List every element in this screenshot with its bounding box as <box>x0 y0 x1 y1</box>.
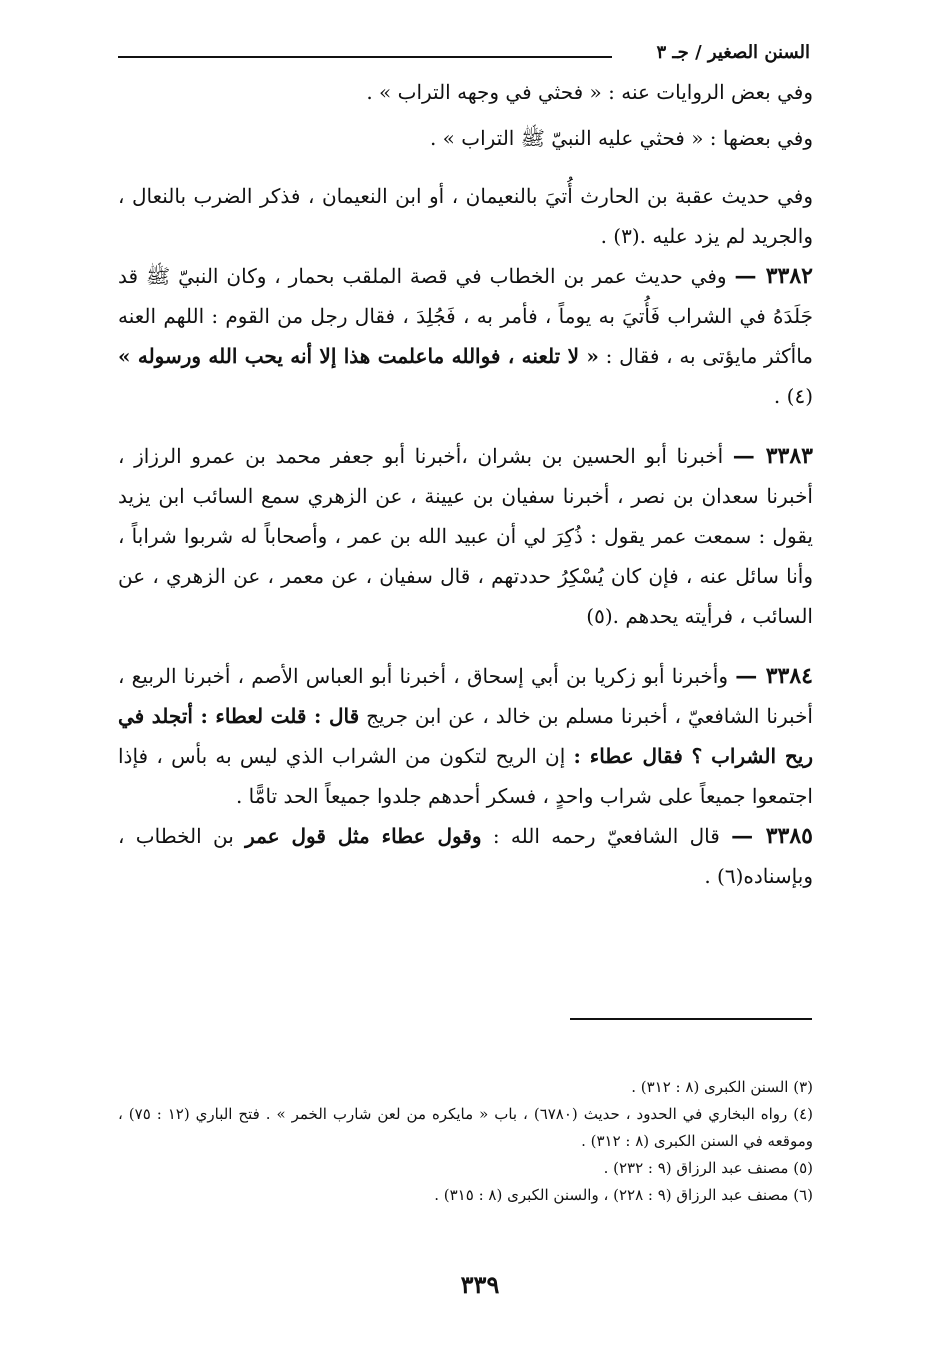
hadith-3384 <box>118 656 813 816</box>
hadith-quote: قال : قلت لعطاء : أتجلد في ريح الشراب ؟ فقال عطاء : <box>118 704 813 768</box>
hadith-ref: (٤) . <box>773 384 813 408</box>
footnote-separator <box>570 1018 812 1020</box>
hadith-3385 <box>118 816 813 896</box>
hadith-text: قال الشافعيّ رحمه الله : <box>481 824 732 848</box>
footnote-3: (٣) السنن الكبرى (٨ : ٣١٢) . <box>631 1078 813 1096</box>
text-line-c: وفي حديث عقبة بن الحارث أُتيَ بالنعيمان ، أو ابن النعيمان ، فذكر الضرب بالنعال ، والجريد لم يزد عليه .(٣) . <box>118 184 813 248</box>
hadith-text: أخبرنا أبو الحسين بن بشران ،أخبرنا أبو جعفر محمد بن عمرو الرزاز ، أخبرنا سعدان بن نصر ، أخبرنا سفيان بن عيينة ، عن الزهري سمع السائب ابن يزيد يقول : سمعت عمر يقول : ذُكِرَ لي أن عبيد الله بن عمر ، وأصحاباً له شربوا شراباً ، وأنا سائل عنه ، فإن كان يُسْكِرُ حددتهم ، قال سفيان ، عن معمر ، عن الزهري ، عن السائب ، فرأيته يحدهم .(٥) <box>118 444 813 628</box>
hadith-number: ٣٣٨٤ — <box>735 663 813 689</box>
header-title: السنن الصغير / جـ ٣ <box>656 42 810 63</box>
footnote-6: (٦) مصنف عبد الرزاق (٩ : ٢٢٨) ، والسنن الكبرى (٨ : ٣١٥) . <box>434 1186 813 1204</box>
hadith-text: وأخبرنا أبو زكريا بن أبي إسحاق ، أخبرنا أبو العباس الأصم ، أخبرنا الربيع ، أخبرنا الشافعيّ ، أخبرنا مسلم بن خالد ، عن ابن جريج <box>118 664 813 728</box>
hadith-text-end: إن الريح لتكون من الشراب الذي ليس به بأس ، فإذا اجتمعوا جميعاً على شراب واحدٍ ، فسكر أحدهم جلدوا جميعاً الحد تامًّا . <box>118 744 813 808</box>
hadith-number: ٣٣٨٣ — <box>732 443 813 469</box>
main-text <box>118 72 813 896</box>
running-header <box>118 42 810 72</box>
footnote-5: (٥) مصنف عبد الرزاق (٩ : ٢٣٢) . <box>603 1159 813 1177</box>
hadith-3383 <box>118 436 813 636</box>
hadith-number: ٣٣٨٢ — <box>734 263 813 289</box>
page-number: ٣٣٩ <box>460 1270 500 1299</box>
text-line-a: وفي بعض الروايات عنه : « فحثي في وجهه التراب » . <box>366 80 813 104</box>
hadith-number: ٣٣٨٥ — <box>731 823 813 849</box>
text-line-b: وفي بعضها : « فحثي عليه النبيّ ﷺ التراب » . <box>429 126 813 150</box>
hadith-quote: وقول عطاء مثل قول عمر <box>245 824 482 848</box>
hadith-3382 <box>118 256 813 416</box>
hadith-text: وفي حديث عمر بن الخطاب في قصة الملقب بحمار ، وكان النبيّ ﷺ قد جَلَدَهُ في الشراب فَأُتيَ به يوماً ، فأمر به ، فَجُلِدَ ، فقال رجل من القوم : اللهم العنه ماأكثر مايؤتى به ، فقال : <box>118 264 814 368</box>
hadith-quote: « لا تلعنه ، فوالله ماعلمت هذا إلا أنه يحب الله ورسوله » <box>118 344 599 368</box>
hadith-text-end: بن الخطاب ، وبإسناده(٦) . <box>118 824 813 888</box>
header-rule <box>118 56 612 58</box>
footnotes <box>118 1074 813 1209</box>
footnote-4: (٤) رواه البخاري في الحدود ، حديث (٦٧٨٠) ، باب « مايكره من لعن شارب الخمر » . فتح الباري (١٢ : ٧٥) ، وموقعه في السنن الكبرى (٨ : ٣١٢) . <box>118 1105 813 1150</box>
